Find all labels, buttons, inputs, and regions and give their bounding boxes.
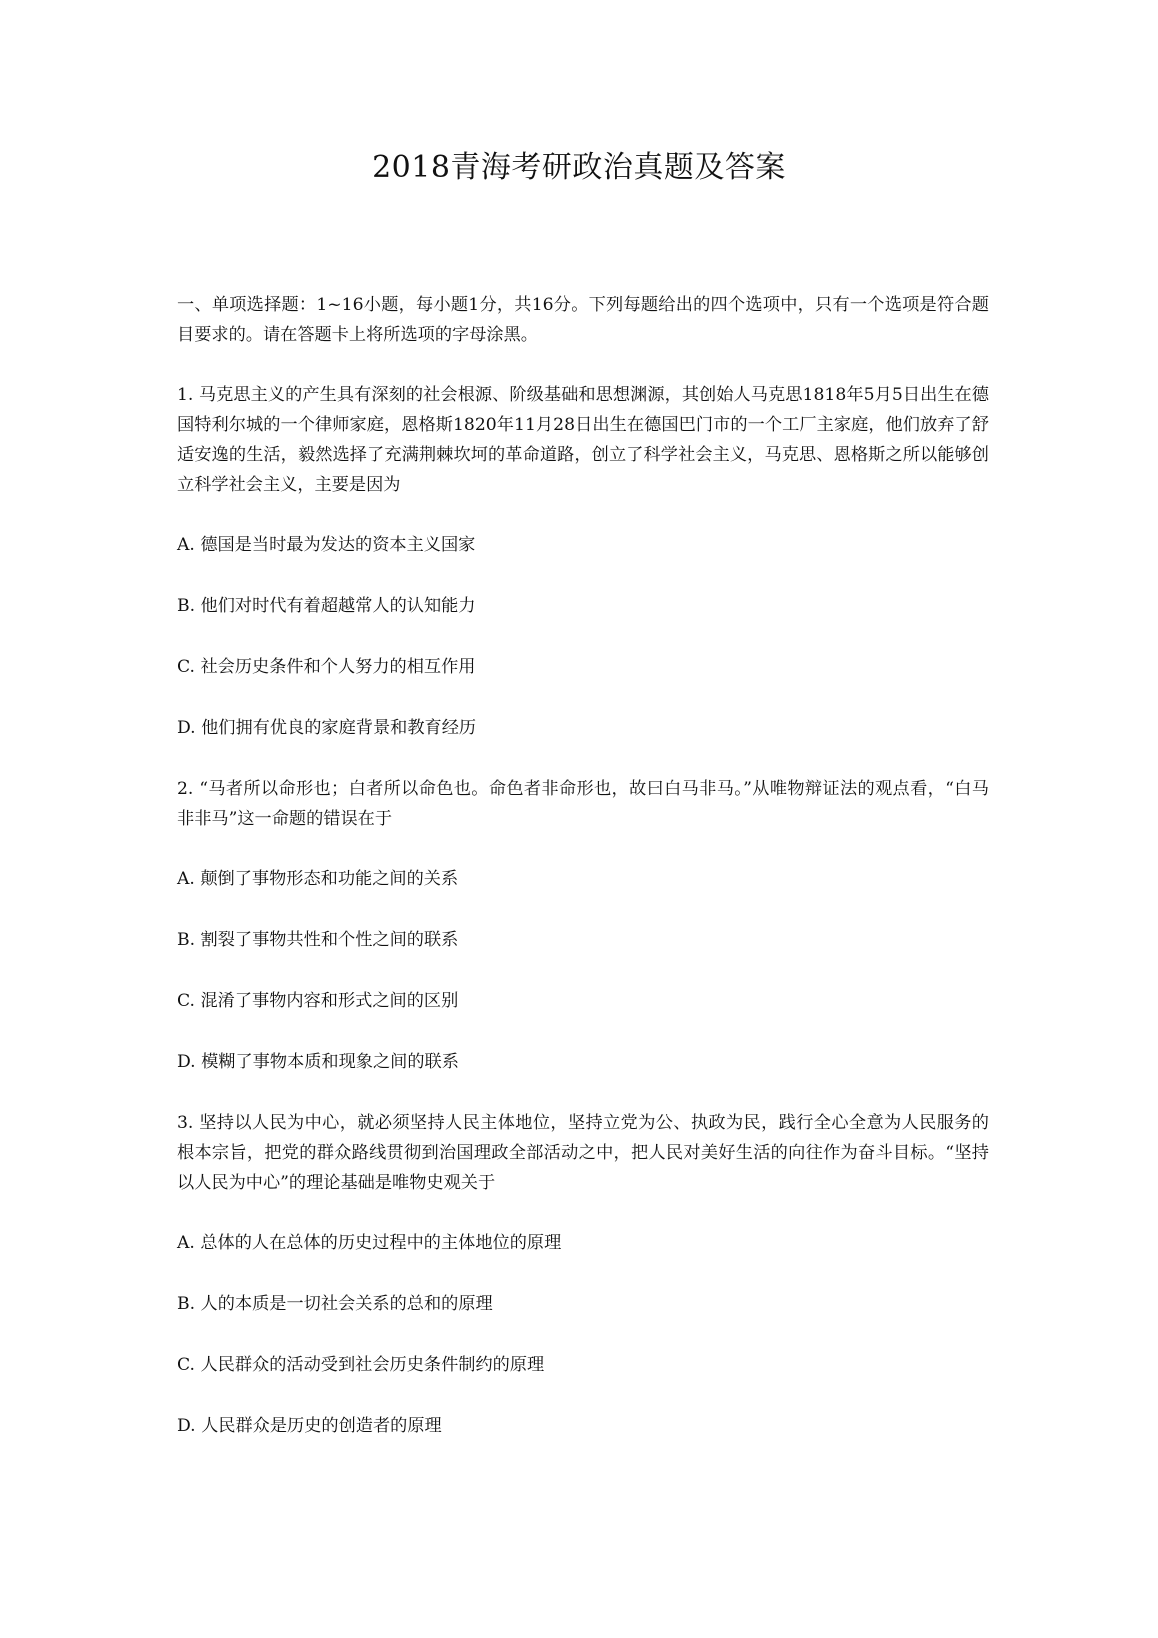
question-stem: 2. “马者所以命形也；白者所以命色也。命色者非命形也，故曰白马非马。”从唯物辩证法的观点看，“白马非非马”这一命题的错误在于 bbox=[177, 779, 989, 829]
question-2 bbox=[177, 774, 989, 1077]
question-1 bbox=[177, 380, 989, 743]
question-stem: 3. 坚持以人民为中心，就必须坚持人民主体地位，坚持立党为公、执政为民，践行全心全意为人民服务的根本宗旨，把党的群众路线贯彻到治国理政全部活动之中，把人民对美好生活的向往作为奋斗目标。“坚持以人民为中心”的理论基础是唯物史观关于 bbox=[177, 1113, 989, 1193]
question-3 bbox=[177, 1108, 989, 1441]
section-instructions: 一、单项选择题：1~16小题，每小题1分，共16分。下列每题给出的四个选项中，只有一个选项是符合题目要求的。请在答题卡上将所选项的字母涂黑。 bbox=[177, 295, 989, 345]
option-b: B. 他们对时代有着超越常人的认知能力 bbox=[177, 596, 476, 616]
option-d: D. 人民群众是历史的创造者的原理 bbox=[177, 1416, 442, 1436]
option-c: C. 社会历史条件和个人努力的相互作用 bbox=[177, 657, 476, 677]
option-d: D. 模糊了事物本质和现象之间的联系 bbox=[177, 1052, 459, 1072]
option-d: D. 他们拥有优良的家庭背景和教育经历 bbox=[177, 718, 477, 738]
option-c: C. 人民群众的活动受到社会历史条件制约的原理 bbox=[177, 1355, 545, 1375]
option-b: B. 人的本质是一切社会关系的总和的原理 bbox=[177, 1294, 493, 1314]
question-stem: 1. 马克思主义的产生具有深刻的社会根源、阶级基础和思想渊源，其创始人马克思1818年5月5日出生在德国特利尔城的一个律师家庭，恩格斯1820年11月28日出生在德国巴门市的一个工厂主家庭，他们放弃了舒适安逸的生活，毅然选择了充满荆棘坎坷的革命道路，创立了科学社会主义，马克思、恩格斯之所以能够创立科学社会主义，主要是因为 bbox=[177, 385, 989, 495]
option-a: A. 颠倒了事物形态和功能之间的关系 bbox=[177, 869, 459, 889]
option-a: A. 德国是当时最为发达的资本主义国家 bbox=[177, 535, 476, 555]
option-a: A. 总体的人在总体的历史过程中的主体地位的原理 bbox=[177, 1233, 562, 1253]
page-title: 2018青海考研政治真题及答案 bbox=[372, 150, 786, 185]
document-body bbox=[177, 290, 989, 1472]
option-b: B. 割裂了事物共性和个性之间的联系 bbox=[177, 930, 459, 950]
option-c: C. 混淆了事物内容和形式之间的区别 bbox=[177, 991, 459, 1011]
